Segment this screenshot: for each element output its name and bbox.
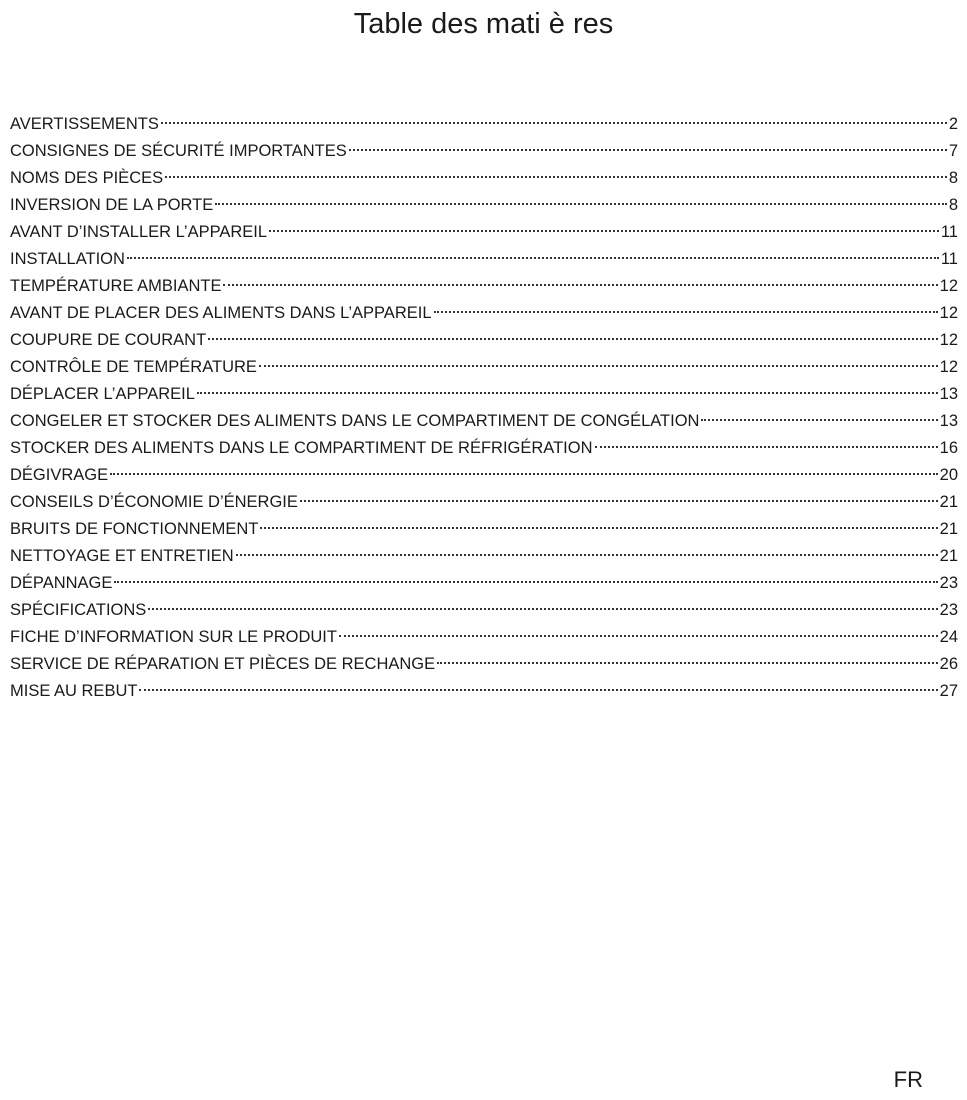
- toc-entry-page-number: 11: [940, 250, 958, 268]
- toc-entry-label: INVERSION DE LA PORTE: [10, 196, 214, 214]
- dot-leader: [269, 230, 939, 232]
- toc-entry-label: NOMS DES PIÈCES: [10, 169, 164, 187]
- toc-entry-page-number: 8: [948, 169, 958, 187]
- toc-entry-label: AVANT D’INSTALLER L’APPAREIL: [10, 223, 268, 241]
- toc-entry-label: STOCKER DES ALIMENTS DANS LE COMPARTIMENT DE RÉFRIGÉRATION: [10, 439, 593, 457]
- toc-entry-page-number: 8: [948, 196, 958, 214]
- toc-entry-page-number: 7: [948, 142, 958, 160]
- toc-entry-page-number: 2: [948, 115, 958, 133]
- dot-leader: [437, 662, 938, 664]
- toc-entry[interactable]: [10, 570, 958, 597]
- dot-leader: [139, 689, 937, 691]
- toc-entry[interactable]: [10, 219, 958, 246]
- toc-entry-page-number: 21: [939, 493, 958, 511]
- toc-entry-page-number: 21: [939, 547, 958, 565]
- language-code: FR: [893, 1067, 923, 1092]
- toc-entry-label: SPÉCIFICATIONS: [10, 601, 147, 619]
- toc-entry-page-number: 23: [939, 601, 958, 619]
- dot-leader: [260, 527, 937, 529]
- toc-entry-label: DÉGIVRAGE: [10, 466, 109, 484]
- toc-entry[interactable]: [10, 327, 958, 354]
- dot-leader: [701, 419, 937, 421]
- toc-entry-page-number: 16: [939, 439, 958, 457]
- toc-entry-label: SERVICE DE RÉPARATION ET PIÈCES DE RECHANGE: [10, 655, 436, 673]
- toc-entry[interactable]: [10, 435, 958, 462]
- dot-leader: [300, 500, 938, 502]
- toc-entry-page-number: 12: [939, 358, 958, 376]
- toc-entry[interactable]: [10, 516, 958, 543]
- dot-leader: [259, 365, 938, 367]
- toc-entry[interactable]: [10, 651, 958, 678]
- toc-entry-label: BRUITS DE FONCTIONNEMENT: [10, 520, 259, 538]
- toc-entry-label: CONGELER ET STOCKER DES ALIMENTS DANS LE COMPARTIMENT DE CONGÉLATION: [10, 412, 700, 430]
- dot-leader: [339, 635, 938, 637]
- toc-entry-page-number: 12: [939, 304, 958, 322]
- dot-leader: [595, 446, 938, 448]
- toc-entry[interactable]: [10, 543, 958, 570]
- toc-entry-page-number: 12: [939, 277, 958, 295]
- toc-entry-label: FICHE D’INFORMATION SUR LE PRODUIT: [10, 628, 337, 646]
- toc-entry[interactable]: [10, 597, 958, 624]
- dot-leader: [114, 581, 937, 583]
- dot-leader: [165, 176, 947, 178]
- toc-entry[interactable]: [10, 354, 958, 381]
- toc-entry-label: AVERTISSEMENTS: [10, 115, 159, 133]
- dot-leader: [197, 392, 938, 394]
- toc-entry[interactable]: [10, 111, 958, 138]
- dot-leader: [223, 284, 937, 286]
- toc-entry-label: INSTALLATION: [10, 250, 125, 268]
- dot-leader: [215, 203, 947, 205]
- toc-entry[interactable]: [10, 624, 958, 651]
- dot-leader: [349, 149, 947, 151]
- table-of-contents: [10, 111, 958, 705]
- toc-entry-label: COUPURE DE COURANT: [10, 331, 207, 349]
- toc-entry-page-number: 13: [939, 412, 958, 430]
- toc-entry-page-number: 26: [939, 655, 958, 673]
- toc-entry-label: NETTOYAGE ET ENTRETIEN: [10, 547, 234, 565]
- dot-leader: [148, 608, 937, 610]
- toc-entry[interactable]: [10, 300, 958, 327]
- toc-entry[interactable]: [10, 192, 958, 219]
- dot-leader: [208, 338, 937, 340]
- toc-entry-page-number: 11: [940, 223, 958, 241]
- toc-entry-page-number: 23: [939, 574, 958, 592]
- dot-leader: [110, 473, 938, 475]
- toc-entry-page-number: 13: [939, 385, 958, 403]
- dot-leader: [236, 554, 938, 556]
- toc-entry-page-number: 24: [939, 628, 958, 646]
- toc-entry-label: CONSIGNES DE SÉCURITÉ IMPORTANTES: [10, 142, 347, 160]
- toc-entry[interactable]: [10, 489, 958, 516]
- toc-entry-label: CONTRÔLE DE TEMPÉRATURE: [10, 358, 257, 376]
- toc-entry-page-number: 20: [939, 466, 958, 484]
- toc-entry-page-number: 12: [939, 331, 958, 349]
- toc-entry-page-number: 27: [939, 682, 958, 700]
- toc-entry[interactable]: [10, 138, 958, 165]
- toc-entry-label: CONSEILS D’ÉCONOMIE D’ÉNERGIE: [10, 493, 298, 511]
- toc-entry[interactable]: [10, 273, 958, 300]
- toc-entry-label: DÉPLACER L’APPAREIL: [10, 385, 195, 403]
- toc-entry[interactable]: [10, 246, 958, 273]
- dot-leader: [434, 311, 938, 313]
- toc-entry[interactable]: [10, 408, 958, 435]
- toc-entry-label: DÉPANNAGE: [10, 574, 113, 592]
- toc-entry-label: AVANT DE PLACER DES ALIMENTS DANS L’APPAREIL: [10, 304, 432, 322]
- dot-leader: [127, 257, 939, 259]
- toc-entry[interactable]: [10, 381, 958, 408]
- toc-entry[interactable]: [10, 462, 958, 489]
- dot-leader: [161, 122, 947, 124]
- toc-entry-page-number: 21: [939, 520, 958, 538]
- toc-entry[interactable]: [10, 678, 958, 705]
- page-title: Table des mati è res: [353, 8, 614, 40]
- toc-entry-label: MISE AU REBUT: [10, 682, 138, 700]
- toc-entry[interactable]: [10, 165, 958, 192]
- toc-entry-label: TEMPÉRATURE AMBIANTE: [10, 277, 222, 295]
